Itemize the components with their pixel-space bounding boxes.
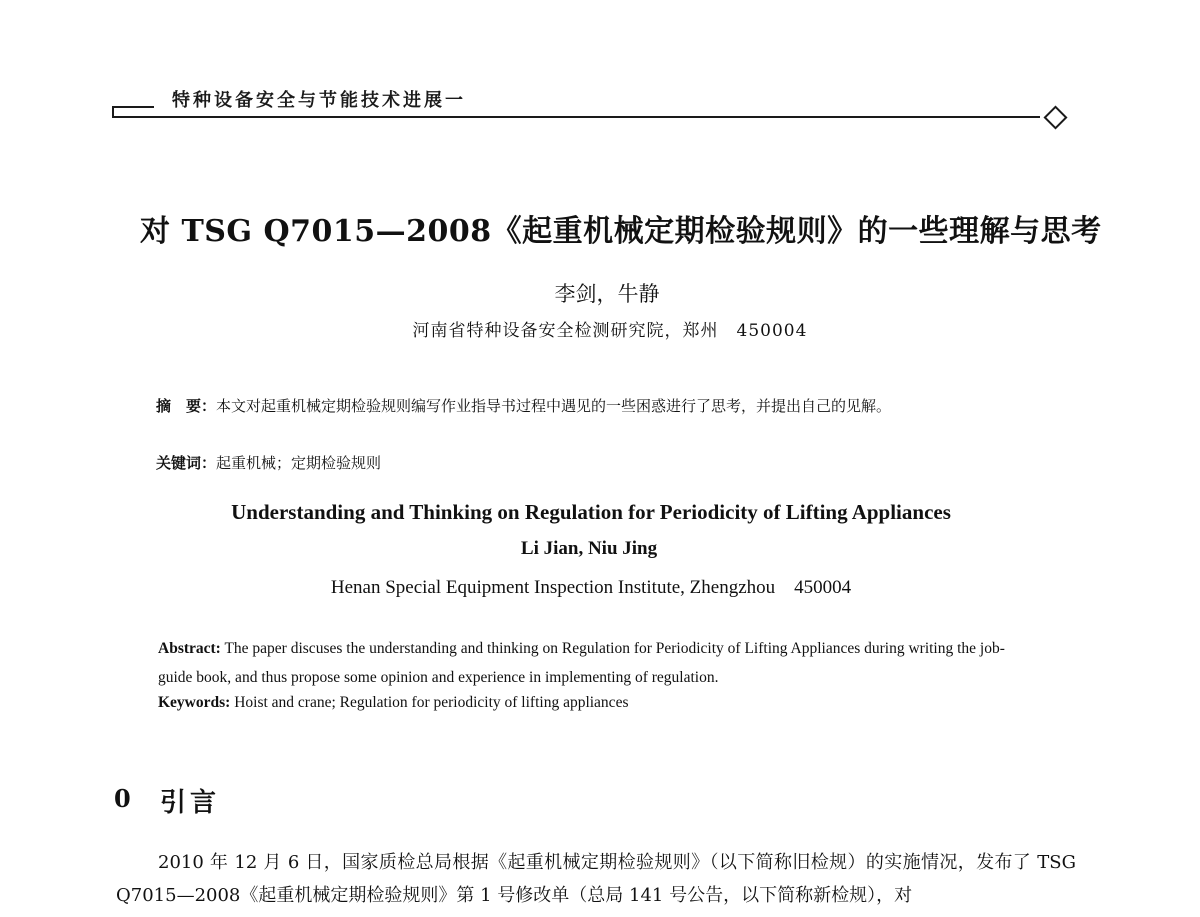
abstract-cn-text: 本文对起重机械定期检验规则编写作业指导书过程中遇见的一些困惑进行了思考，并提出自己的见解。 <box>216 397 892 415</box>
affiliation-cn: 河南省特种设备安全检测研究院，郑州 450004 <box>412 321 808 341</box>
header-rule <box>112 116 1040 118</box>
paper-title-en: Understanding and Thinking on Regulation for Periodicity of Lifting Appliances <box>231 500 951 524</box>
paper-title-cn: 对 TSG Q7015—2008《起重机械定期检验规则》的一些理解与思考 <box>140 214 1102 249</box>
abstract-cn <box>156 392 1036 420</box>
keywords-en-label: Keywords: <box>158 694 231 711</box>
authors-cn: 李剑，牛静 <box>554 282 660 306</box>
abstract-en-label: Abstract: <box>158 640 221 657</box>
abstract-en-text: The paper discuses the understanding and thinking on Regulation for Periodicity of Lifting Appliances during writing the job-guide book, and thus propose some opinion and experience in implementing of regulation. <box>158 640 1005 686</box>
section-number: 0 <box>114 784 131 813</box>
running-header: 特种设备安全与节能技术进展一 <box>172 90 466 111</box>
keywords-cn <box>156 452 381 473</box>
keywords-cn-text: 起重机械；定期检验规则 <box>216 454 382 472</box>
keywords-cn-label: 关键词： <box>156 454 217 472</box>
abstract-en <box>158 634 1038 692</box>
diamond-icon <box>1043 105 1067 129</box>
keywords-en <box>158 694 628 712</box>
affiliation-en: Henan Special Equipment Inspection Institute, Zhengzhou 450004 <box>330 577 852 598</box>
abstract-cn-label: 摘 要： <box>156 397 217 415</box>
body-paragraph: 2010 年 12 月 6 日，国家质检总局根据《起重机械定期检验规则》（以下简称旧检规）的实施情况，发布了 TSG Q7015—2008《起重机械定期检验规则》第 1 号修改单（总局 141 号公告，以下简称新检规），对 <box>116 852 1076 906</box>
keywords-en-text: Hoist and crane; Regulation for periodicity of lifting appliances <box>234 694 629 711</box>
authors-en: Li Jian, Niu Jing <box>520 538 658 559</box>
section-title: 引言 <box>160 788 221 818</box>
